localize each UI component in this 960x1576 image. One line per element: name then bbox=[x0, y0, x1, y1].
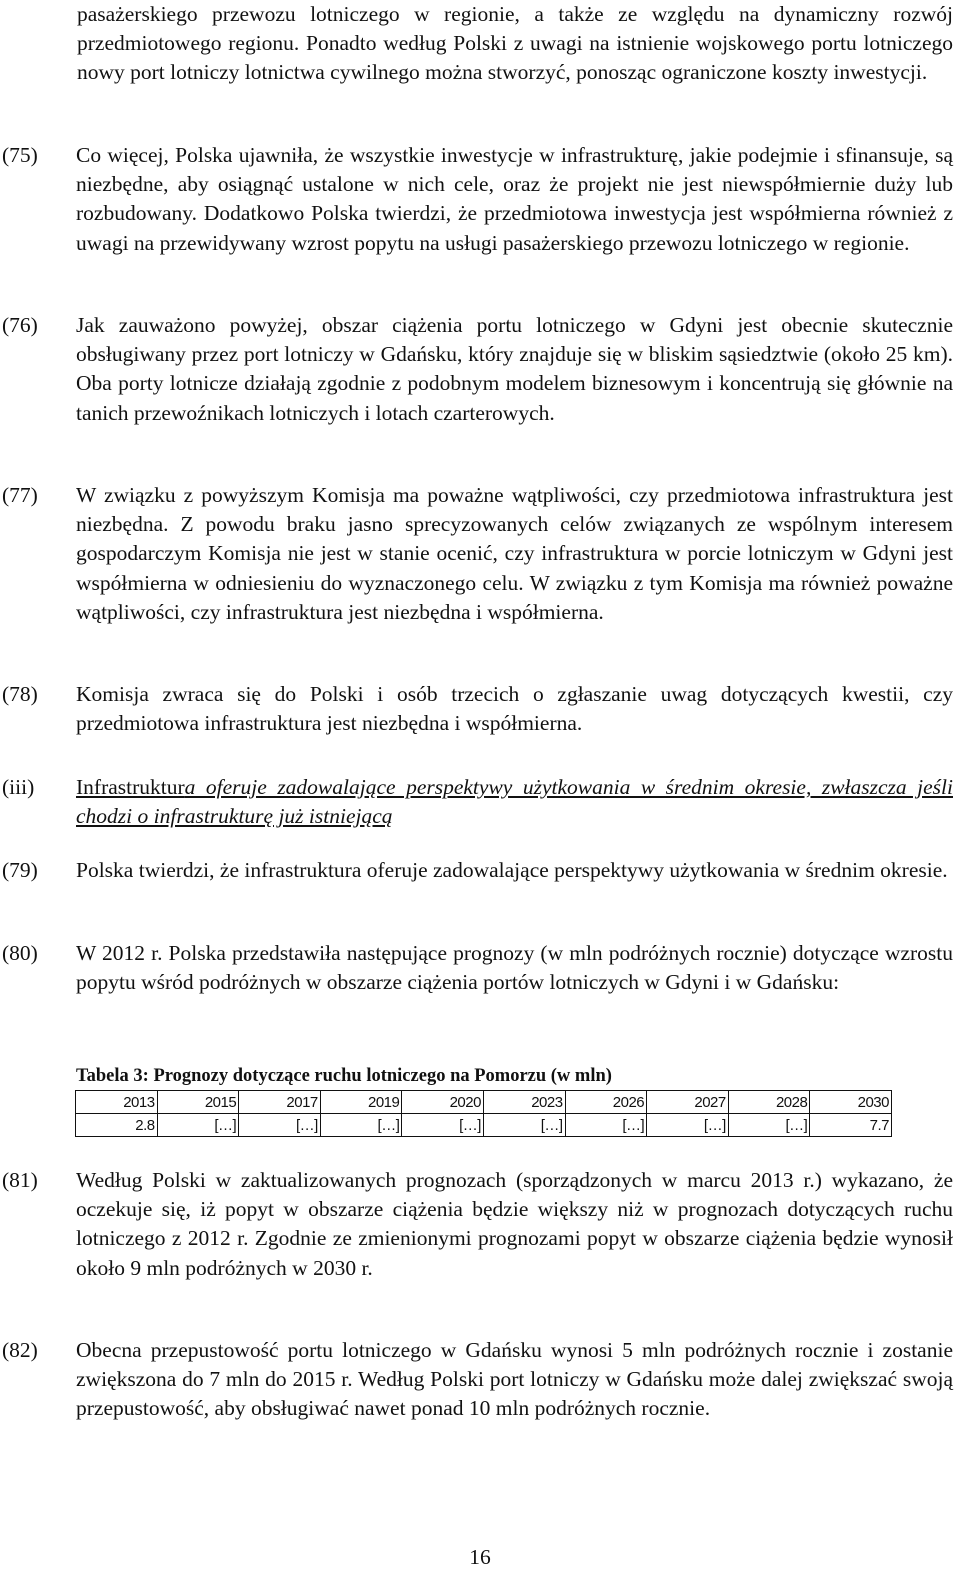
table-cell-year: 2019 bbox=[320, 1091, 402, 1114]
table-row-years bbox=[76, 1091, 892, 1114]
table-cell-year: 2030 bbox=[810, 1091, 892, 1114]
paragraph-76: Jak zauważono powyżej, obszar ciążenia portu lotniczego w Gdyni jest obecnie skutecznie obsługiwany przez port lotniczy w Gdańsku, który znajduje się w bliskim sąsiedztwie (około 25 km). Oba porty lotnicze działają zgodnie z podobnym modelem biznesowym i koncentrują się głównie na tanich przewoźnikach lotniczych i lotach czarterowych. bbox=[76, 313, 953, 425]
paragraph-80: W 2012 r. Polska przedstawiła następujące prognozy (w mln podróżnych rocznie) dotyczące wzrostu popytu wśród podróżnych w obszarze ciążenia portów lotniczych w Gdyni i w Gdańsku: bbox=[76, 941, 953, 995]
table-cell-year: 2027 bbox=[647, 1091, 729, 1114]
paragraph-79: Polska twierdzi, że infrastruktura oferuje zadowalające perspektywy użytkowania w średnim okresie. bbox=[76, 858, 948, 882]
table-cell-value: 7.7 bbox=[810, 1114, 892, 1137]
paragraph-75: Co więcej, Polska ujawniła, że wszystkie inwestycje w infrastrukturę, jakie podejmie i sfinansuje, są niezbędne, aby osiągnąć ustalone w nich cele, oraz że projekt nie jest niewspółmiernie duży lub rozbudowany. Dodatkowo Polska twierdzi, że przedmiotowa inwestycja jest współmierna również z uwagi na przewidywany wzrost popytu na usługi pasażerskiego przewozu lotniczego w regionie. bbox=[76, 143, 953, 255]
table-cell-year: 2017 bbox=[239, 1091, 321, 1114]
table-cell-value: […] bbox=[239, 1114, 321, 1137]
section-heading-italic: a oferuje zadowalające perspektywy użytkowania w średnim okresie, zwłaszcza jeśli chodzi o infrastrukturę już istniejącą bbox=[76, 775, 953, 829]
section-heading bbox=[76, 773, 953, 831]
paragraph-number: (76) bbox=[2, 313, 38, 337]
paragraph-number: (75) bbox=[2, 143, 38, 167]
table-cell-value: […] bbox=[647, 1114, 729, 1137]
paragraph-77: W związku z powyższym Komisja ma poważne wątpliwości, czy przedmiotowa infrastruktura jest niezbędna. Z powodu braku jasno sprecyzowanych celów związanych ze wspólnym interesem gospodarczym Komisja nie jest w stanie ocenić, czy infrastruktura w porcie lotniczym w Gdyni jest współmierna w odniesieniu do wyznaczonego celu. W związku z tym Komisja ma również poważne wątpliwości, czy infrastruktura jest niezbędna i współmierna. bbox=[76, 483, 953, 624]
paragraph-number: (80) bbox=[2, 941, 38, 965]
section-number: (iii) bbox=[2, 775, 35, 799]
intro-paragraph: pasażerskiego przewozu lotniczego w regionie, a także ze względu na dynamiczny rozwój przedmiotowego regionu. Ponadto według Polski z uwagi na istnienie wojskowego portu lotniczego nowy port lotniczy lotnictwa cywilnego można stworzyć, ponosząc ograniczone koszty inwestycji. bbox=[77, 2, 953, 85]
table-cell-year: 2015 bbox=[157, 1091, 239, 1114]
table-cell-value: […] bbox=[728, 1114, 810, 1137]
paragraph-78: Komisja zwraca się do Polski i osób trzecich o zgłaszanie uwag dotyczących kwestii, czy przedmiotowa infrastruktura jest niezbędna i współmierna. bbox=[76, 682, 953, 736]
table-caption: Tabela 3: Prognozy dotyczące ruchu lotniczego na Pomorzu (w mln) bbox=[76, 1066, 612, 1086]
table-cell-value: […] bbox=[320, 1114, 402, 1137]
paragraph-number: (82) bbox=[2, 1338, 38, 1362]
section-heading-plain: Infrastruktur bbox=[76, 775, 185, 799]
table-cell-value: […] bbox=[157, 1114, 239, 1137]
table-cell-value: 2.8 bbox=[76, 1114, 158, 1137]
paragraph-82: Obecna przepustowość portu lotniczego w Gdańsku wynosi 5 mln podróżnych rocznie i zostanie zwiększona do 7 mln do 2015 r. Według Polski port lotniczy w Gdańsku może dalej zwiększać swoją przepustowość, aby obsługiwać nawet ponad 10 mln podróżnych rocznie. bbox=[76, 1338, 953, 1421]
table-row-values bbox=[76, 1114, 892, 1137]
table-cell-year: 2023 bbox=[483, 1091, 565, 1114]
paragraph-number: (81) bbox=[2, 1168, 38, 1192]
table-cell-year: 2028 bbox=[728, 1091, 810, 1114]
forecast-table bbox=[75, 1090, 892, 1137]
table-cell-year: 2020 bbox=[402, 1091, 484, 1114]
table-cell-year: 2013 bbox=[76, 1091, 158, 1114]
table-cell-value: […] bbox=[402, 1114, 484, 1137]
page-number: 16 bbox=[469, 1545, 491, 1569]
table-cell-value: […] bbox=[483, 1114, 565, 1137]
paragraph-81: Według Polski w zaktualizowanych prognozach (sporządzonych w marcu 2013 r.) wykazano, że oczekuje się, iż popyt w obszarze ciążenia będzie większy niż w prognozach dotyczących ruchu lotniczego z 2012 r. Zgodnie ze zmienionymi prognozami popyt w obszarze ciążenia będzie wynosił około 9 mln podróżnych w 2030 r. bbox=[76, 1168, 953, 1280]
table-cell-value: […] bbox=[565, 1114, 647, 1137]
paragraph-number: (78) bbox=[2, 682, 38, 706]
table-cell-year: 2026 bbox=[565, 1091, 647, 1114]
paragraph-number: (77) bbox=[2, 483, 38, 507]
paragraph-number: (79) bbox=[2, 858, 38, 882]
